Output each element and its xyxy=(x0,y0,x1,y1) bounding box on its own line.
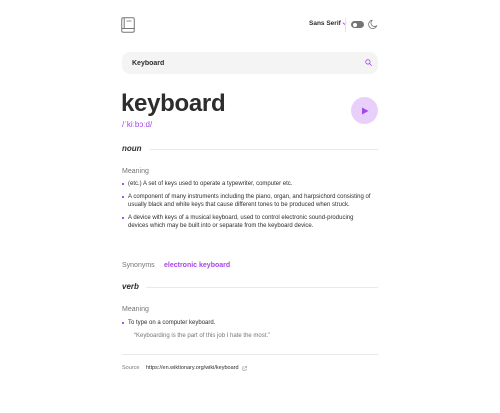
meaning-label: Meaning xyxy=(122,306,149,313)
verb-definitions xyxy=(122,319,378,328)
source-link[interactable] xyxy=(146,365,247,371)
definition-item xyxy=(122,180,378,189)
definition-item xyxy=(122,214,378,231)
source-label: Source xyxy=(122,365,140,371)
part-of-speech-verb: verb xyxy=(122,282,139,291)
moon-icon[interactable] xyxy=(368,19,378,30)
play-audio-button[interactable] xyxy=(351,97,378,124)
source-url: https://en.wiktionary.org/wiki/keyboard xyxy=(146,365,239,371)
synonym-link[interactable]: electronic keyboard xyxy=(164,262,231,269)
play-icon xyxy=(361,107,369,115)
font-family-select[interactable] xyxy=(309,20,347,27)
external-link-icon xyxy=(242,366,247,371)
definition-text: (etc.) A set of keys used to operate a typewriter, computer etc. xyxy=(128,181,293,187)
definition-text: A component of many instruments including the piano, organ, and harpsichord consisting of usually black and white keys that cause different tones to be produced when struck. xyxy=(128,193,371,208)
synonyms-label: Synonyms xyxy=(122,262,155,269)
source-divider xyxy=(122,354,378,355)
search-icon[interactable] xyxy=(365,59,372,66)
noun-divider xyxy=(150,149,378,150)
definition-text: A device with keys of a musical keyboard, used to control electronic sound-producing devices which may be built into or separate from the keyboard device. xyxy=(128,214,354,229)
search-input[interactable] xyxy=(122,52,352,74)
toggle-knob xyxy=(353,23,357,27)
word-title: keyboard xyxy=(121,90,226,117)
part-of-speech-noun: noun xyxy=(122,144,142,153)
search-bar xyxy=(122,52,378,74)
noun-definitions xyxy=(122,180,378,231)
definition-item xyxy=(122,319,378,328)
phonetic-text: /ˈkiːbɔːd/ xyxy=(122,120,153,129)
definition-text: To type on a computer keyboard. xyxy=(128,320,216,326)
book-icon[interactable] xyxy=(121,17,135,33)
example-text: “Keyboarding is the part of this job I hate the most.” xyxy=(134,333,271,339)
meaning-label: Meaning xyxy=(122,168,149,175)
theme-toggle[interactable] xyxy=(351,21,364,28)
font-family-label: Sans Serif xyxy=(309,20,341,27)
header-divider xyxy=(345,18,346,32)
definition-item xyxy=(122,193,378,210)
verb-divider xyxy=(146,287,378,288)
